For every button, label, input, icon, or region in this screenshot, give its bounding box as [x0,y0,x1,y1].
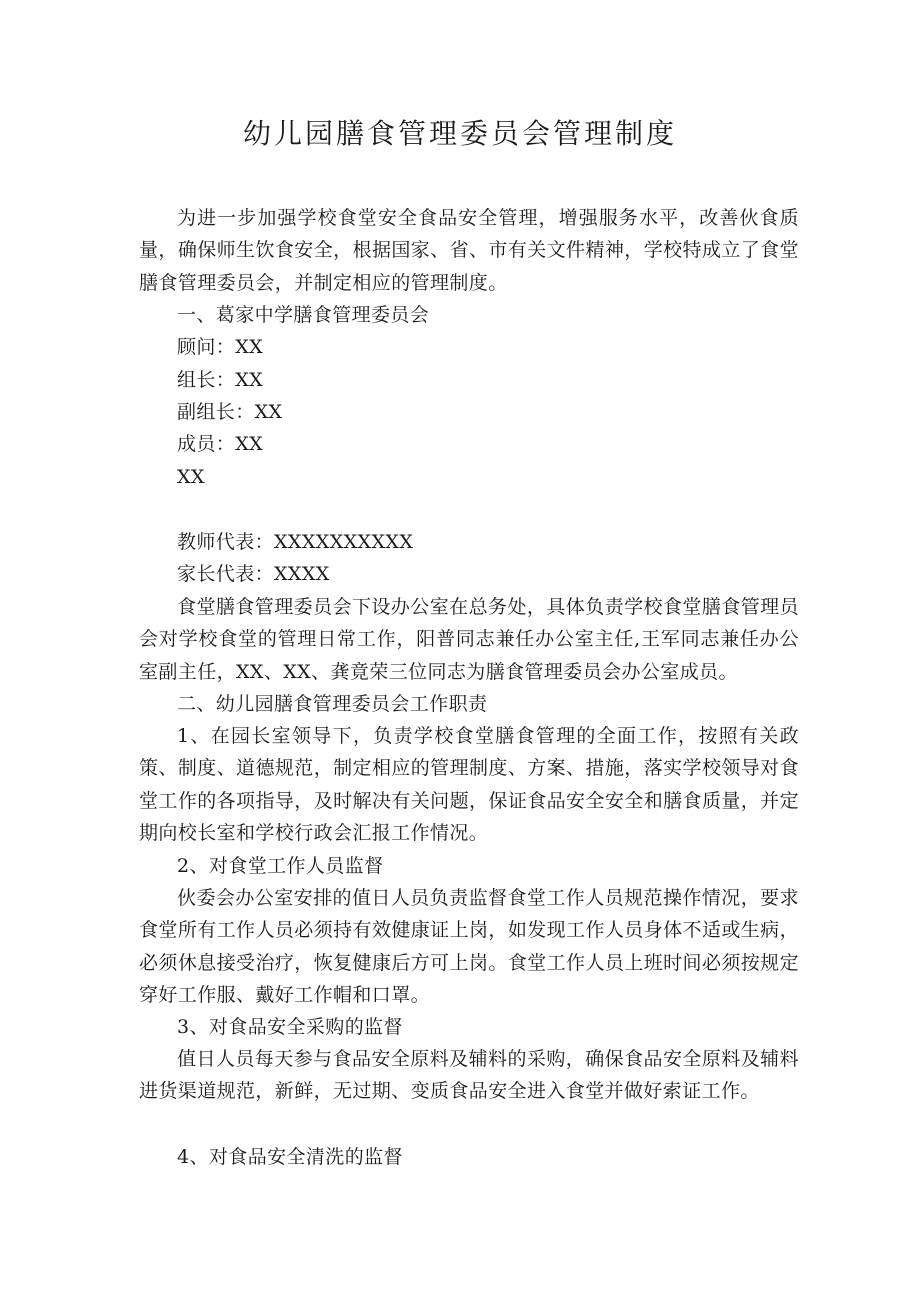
office-paragraph: 食堂膳食管理委员会下设办公室在总务处，具体负责学校食堂膳食管理员会对学校食堂的管理日常工作，阳普同志兼任办公室主任,王军同志兼任办公室副主任，XX、XX、龚竟荣三位同志为膳食管理委员会办公室成员。 [139,596,799,683]
member-extra-line: XX [177,466,205,488]
section1-heading: 一、葛家中学膳食管理委员会 [177,304,430,326]
member-line: 成员：XX [177,433,264,455]
adviser-line: 顾问：XX [177,336,264,358]
duty3-paragraph: 值日人员每天参与食品安全原料及辅料的采购，确保食品安全原料及辅料进货渠道规范，新鲜，无过期、变质食品安全进入食堂并做好索证工作。 [139,1048,799,1103]
parent-rep-line: 家长代表：XXXX [177,563,330,585]
page-title: 幼儿园膳食管理委员会管理制度 [242,117,677,150]
intro-paragraph: 为进一步加强学校食堂安全食品安全管理，增强服务水平，改善伙食质量，确保师生饮食安全，根据国家、省、市有关文件精神，学校特成立了食堂膳食管理委员会，并制定相应的管理制度。 [139,207,799,294]
teacher-rep-line: 教师代表：XXXXXXXXXX [177,531,414,553]
duty3-heading: 3、对食品安全采购的监督 [177,1016,403,1038]
section2-heading: 二、幼儿园膳食管理委员会工作职责 [177,693,488,715]
duty2-heading: 2、对食堂工作人员监督 [177,855,384,877]
leader-line: 组长：XX [177,369,264,391]
duty4-heading: 4、对食品安全清洗的监督 [177,1146,403,1168]
deputy-leader-line: 副组长：XX [177,401,283,423]
duty1-paragraph: 1、在园长室领导下，负责学校食堂膳食管理的全面工作，按照有关政策、制度、道德规范，制定相应的管理制度、方案、措施，落实学校领导对食堂工作的各项指导，及时解决有关问题，保证食品安全安全和膳食质量，并定期向校长室和学校行政会汇报工作情况。 [139,725,799,845]
duty2-paragraph: 伙委会办公室安排的值日人员负责监督食堂工作人员规范操作情况，要求食堂所有工作人员必须持有效健康证上岗，如发现工作人员身体不适或生病，必须休息接受治疗，恢复健康后方可上岗。食堂工作人员上班时间必须按规定穿好工作服、戴好工作帽和口罩。 [139,887,799,1007]
